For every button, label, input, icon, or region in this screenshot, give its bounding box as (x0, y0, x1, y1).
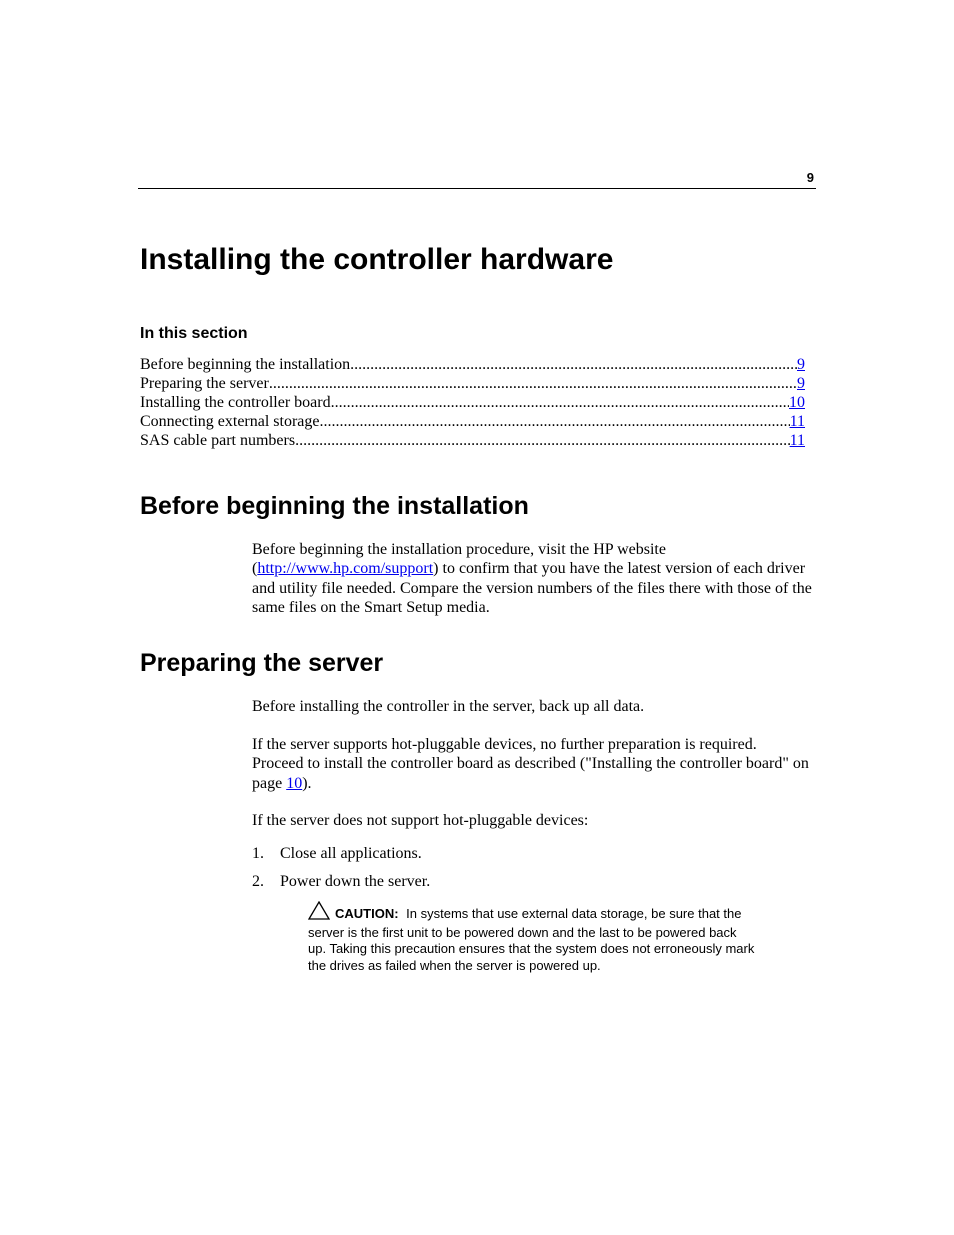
section-paragraph: If the server does not support hot-pluggable devices: (252, 812, 589, 829)
toc-page-link[interactable]: 11 (789, 413, 805, 430)
table-of-contents (140, 355, 805, 450)
toc-entry (140, 431, 805, 450)
toc-leader-dots (331, 393, 789, 412)
caution-label: CAUTION: (335, 906, 399, 921)
toc-page-link[interactable]: 10 (789, 394, 805, 411)
toc-entry-label: Preparing the server (140, 375, 269, 392)
toc-entry (140, 393, 805, 412)
page-number: 9 (806, 170, 814, 185)
step-text: Close all applications. (280, 845, 422, 862)
toc-leader-dots (295, 431, 790, 450)
paragraph-text: Before beginning the installation procedure, visit the HP website ( (252, 541, 666, 578)
toc-entry (140, 355, 805, 374)
chapter-title: Installing the controller hardware (140, 243, 614, 276)
toc-leader-dots (269, 374, 797, 393)
caution-text: In systems that use external data storage, be sure that the server is the first unit to be powered down and the last to be powered back up. Taking this precaution ensures that the system does not erroneously mark the drives as failed when the server is powered up. (308, 906, 755, 973)
paragraph-text: If the server supports hot-pluggable devices, no further preparation is required. Proceed to install the controller board as described ("Installing the controller board" on page (252, 736, 809, 792)
toc-page-link[interactable]: 9 (797, 375, 805, 392)
list-item (252, 844, 422, 863)
toc-entry-label: SAS cable part numbers (140, 432, 296, 449)
toc-leader-dots (320, 412, 790, 431)
toc-page-link[interactable]: 11 (789, 432, 805, 449)
step-number: 1. (252, 845, 264, 862)
paragraph-text: ). (302, 774, 312, 792)
page-reference-link[interactable]: 10 (286, 774, 303, 792)
list-item (252, 872, 430, 891)
toc-heading: In this section (140, 325, 248, 342)
step-text: Power down the server. (280, 873, 431, 890)
toc-entry-label: Before beginning the installation (140, 356, 351, 373)
toc-entry (140, 374, 805, 393)
toc-leader-dots (350, 355, 797, 374)
hp-support-link[interactable]: http://www.hp.com/support (257, 560, 434, 578)
section-paragraph (252, 540, 812, 618)
toc-entry-label: Installing the controller board (140, 394, 331, 411)
toc-entry (140, 412, 805, 431)
section-title-preparing-server: Preparing the server (140, 649, 384, 677)
section-title-before-beginning: Before beginning the installation (140, 492, 529, 520)
header-rule (138, 188, 816, 189)
toc-page-link[interactable]: 9 (797, 356, 805, 373)
warning-triangle-icon (308, 901, 330, 925)
caution-note (308, 901, 758, 974)
section-paragraph (252, 735, 812, 793)
step-number: 2. (252, 873, 264, 890)
section-paragraph: Before installing the controller in the server, back up all data. (252, 698, 645, 715)
toc-entry-label: Connecting external storage (140, 413, 320, 430)
paragraph-text: ) to confirm that you have the latest version of each driver and utility file needed. Compare the version numbers of the files there with those of the same files on the Smart Setup media. (252, 560, 812, 617)
